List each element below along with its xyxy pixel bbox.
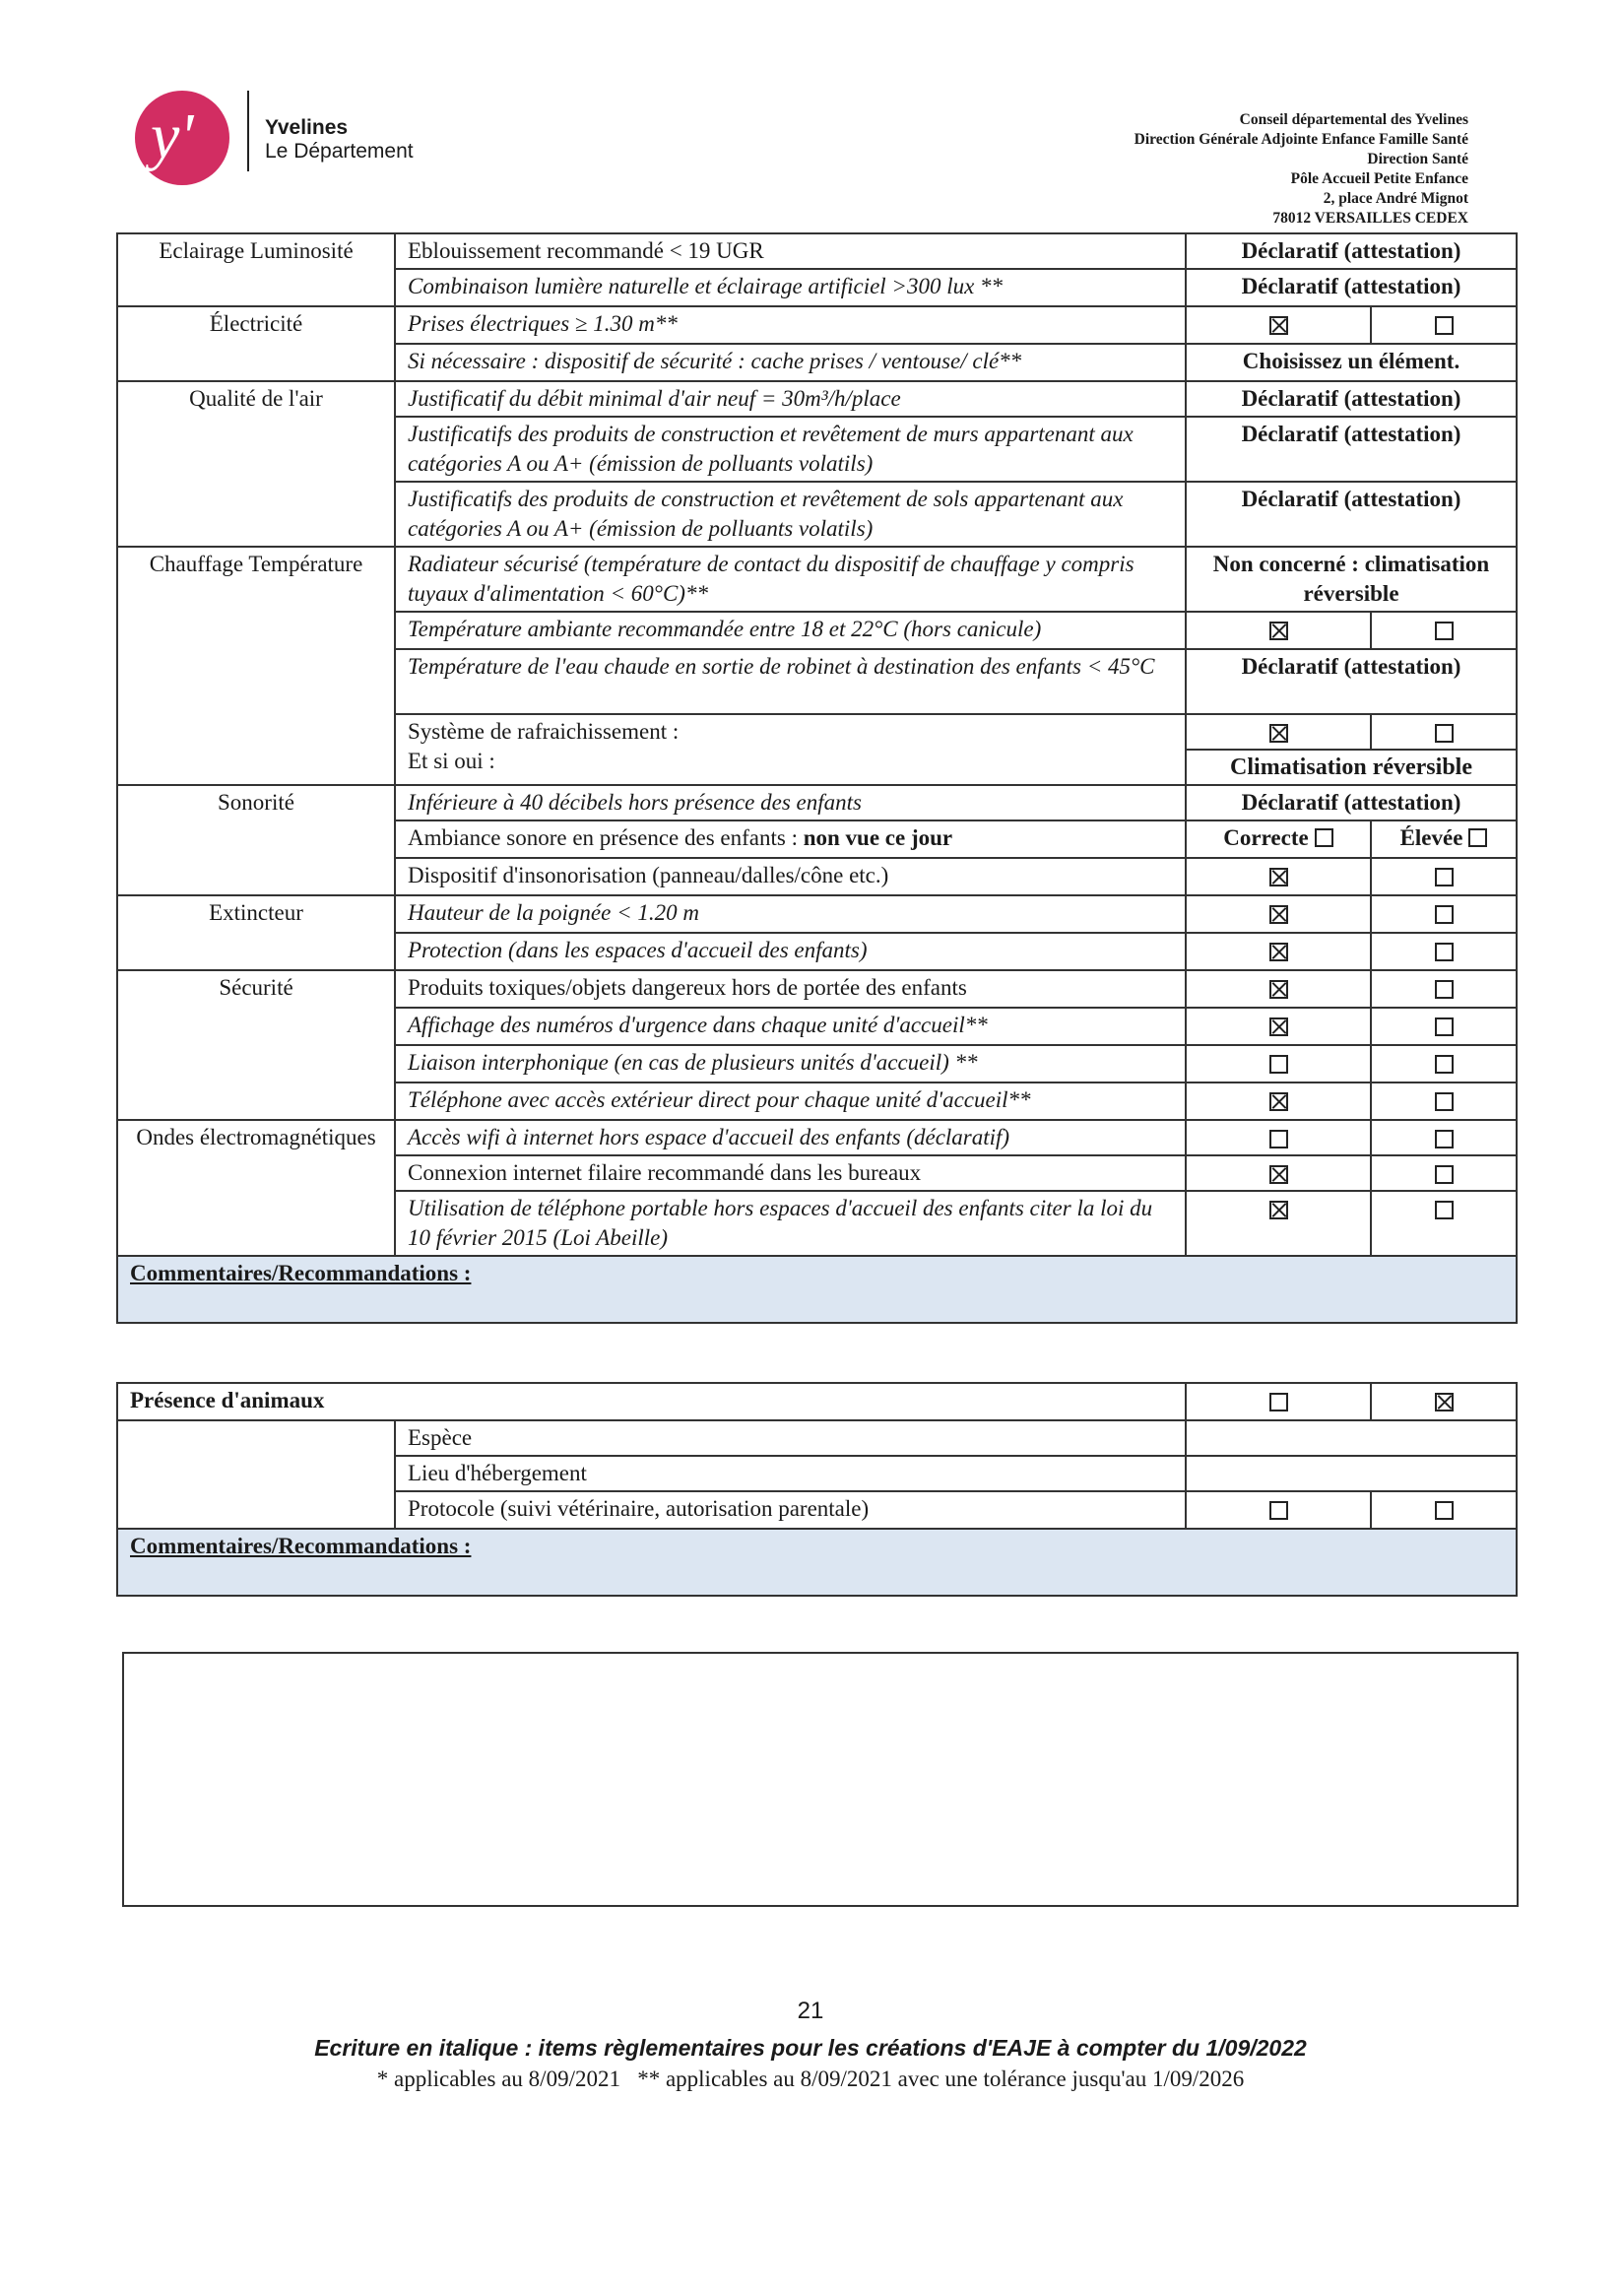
address-line: Direction Santé [1367,151,1468,167]
declaratif-value[interactable]: Déclaratif (attestation) [1186,785,1517,820]
empty-box-icon [1435,622,1454,640]
logo-name: Yvelines [265,116,349,139]
address-line: Pôle Accueil Petite Enfance [1290,170,1468,187]
checked-box-icon [1269,622,1288,640]
logo-subtitle: Le Département [265,140,414,163]
checkbox-non[interactable] [1371,1191,1517,1256]
svg-text:y': y' [151,100,194,172]
checked-box-icon [1269,1092,1288,1111]
declaratif-value[interactable]: Déclaratif (attestation) [1186,482,1517,547]
item-text: Inférieure à 40 décibels hors présence des enfants [395,785,1186,820]
checkbox-oui[interactable] [1186,1491,1371,1529]
empty-box-icon [1435,316,1454,335]
empty-box-icon [1435,980,1454,999]
checkbox-non[interactable] [1371,1491,1517,1529]
empty-box-icon [1315,828,1333,847]
checkbox-non[interactable] [1371,1045,1517,1082]
checked-box-icon [1269,724,1288,743]
checked-box-icon [1269,943,1288,961]
item-text: Température ambiante recommandée entre 18 et 22°C (hors canicule) [395,612,1186,649]
checkbox-non[interactable] [1371,858,1517,895]
yvelines-logo-icon [133,89,231,187]
checkbox-oui[interactable] [1186,1155,1371,1191]
item-text: Et si oui : [408,749,495,773]
item-text: Prises électriques ≥ 1.30 m** [395,306,1186,344]
checkbox-oui[interactable] [1186,714,1371,750]
checked-box-icon [1269,905,1288,924]
empty-box-icon [1435,943,1454,961]
category-chauffage: Chauffage Température [117,547,395,785]
item-text: Justificatifs des produits de construction et revêtement de sols appartenant aux catégories A ou A+ (émission de polluants volatils) [395,482,1186,547]
checkbox-oui[interactable] [1186,933,1371,970]
declaratif-value[interactable]: Déclaratif (attestation) [1186,381,1517,417]
item-text: Protection (dans les espaces d'accueil des enfants) [395,933,1186,970]
checkbox-oui[interactable] [1186,1045,1371,1082]
empty-box-icon [1435,1130,1454,1148]
category-securite: Sécurité [117,970,395,1120]
empty-box-icon [1468,828,1487,847]
item-text: Hauteur de la poignée < 1.20 m [395,895,1186,933]
empty-box-icon [1435,724,1454,743]
category-extincteur: Extincteur [117,895,395,970]
item-text: Combinaison lumière naturelle et éclairage artificiel >300 lux ** [395,269,1186,306]
item-text: Justificatif du débit minimal d'air neuf = 30m³/h/place [395,381,1186,417]
empty-box-icon [1435,1055,1454,1074]
checkbox-oui[interactable] [1186,1082,1371,1120]
checkbox-oui[interactable] [1186,970,1371,1008]
declaratif-value[interactable]: Non concerné : climatisation réversible [1186,547,1517,612]
checkbox-non[interactable] [1371,612,1517,649]
address-line: Conseil départemental des Yvelines [1239,111,1468,128]
category-electricite: Électricité [117,306,395,381]
category-air: Qualité de l'air [117,381,395,547]
checked-box-icon [1269,1201,1288,1219]
checkbox-oui[interactable] [1186,612,1371,649]
checkbox-non[interactable] [1371,306,1517,344]
address-line: 2, place André Mignot [1323,190,1468,207]
empty-box-icon [1269,1501,1288,1520]
empty-box-icon [1435,1017,1454,1036]
declaratif-value[interactable]: Déclaratif (attestation) [1186,233,1517,269]
checkbox-non[interactable] [1371,1008,1517,1045]
free-text-box[interactable] [122,1652,1519,1907]
housing-field[interactable] [1186,1456,1517,1491]
empty-box-icon [1435,868,1454,886]
item-text: Justificatifs des produits de construction et revêtement de murs appartenant aux catégories A ou A+ (émission de polluants volatils) [395,417,1186,482]
empty-box-icon [1435,1501,1454,1520]
category-eclairage: Eclairage Luminosité [117,233,395,306]
option-elevee[interactable] [1371,820,1517,858]
checkbox-oui[interactable] [1186,1383,1371,1420]
checked-box-icon [1269,1165,1288,1184]
address-block [1135,110,1468,229]
checkbox-non[interactable] [1371,714,1517,750]
checked-box-icon [1269,868,1288,886]
item-text-bold: non vue ce jour [803,825,953,850]
checkbox-non[interactable] [1371,1082,1517,1120]
checkbox-oui[interactable] [1186,858,1371,895]
category-sonorite: Sonorité [117,785,395,895]
item-text: Radiateur sécurisé (température de contact du dispositif de chauffage y compris tuyaux d'alimentation < 60°C)** [395,547,1186,612]
item-text: Protocole (suivi vétérinaire, autorisation parentale) [395,1491,1186,1529]
animals-table [116,1382,1518,1597]
checked-box-icon [1269,1017,1288,1036]
checkbox-non[interactable] [1371,895,1517,933]
item-text: Eblouissement recommandé < 19 UGR [395,233,1186,269]
item-text: Téléphone avec accès extérieur direct pour chaque unité d'accueil** [395,1082,1186,1120]
species-field[interactable] [1186,1420,1517,1456]
footnote-italic: Ecriture en italique : items règlementaires pour les créations d'EAJE à compter du 1/09/2022 [314,2035,1307,2061]
checkbox-oui[interactable] [1186,1120,1371,1155]
checkbox-non[interactable] [1371,1155,1517,1191]
inspection-table [116,232,1518,1324]
item-text: Accès wifi à internet hors espace d'accueil des enfants (déclaratif) [395,1120,1186,1155]
item-text: Affichage des numéros d'urgence dans chaque unité d'accueil** [395,1008,1186,1045]
comments-label: Commentaires/Recommandations : [130,1261,472,1285]
empty-box-icon [1435,905,1454,924]
item-text: Lieu d'hébergement [395,1456,1186,1491]
comments-field[interactable] [117,1256,1517,1323]
page-number: 21 [797,1998,824,2024]
declaratif-value[interactable]: Déclaratif (attestation) [1186,649,1517,714]
empty-box-icon [1269,1393,1288,1411]
item-text: Produits toxiques/objets dangereux hors de portée des enfants [395,970,1186,1008]
declaratif-value[interactable]: Déclaratif (attestation) [1186,417,1517,482]
checked-box-icon [1435,1393,1454,1411]
item-text: Dispositif d'insonorisation (panneau/dalles/cône etc.) [395,858,1186,895]
checkbox-non[interactable] [1371,970,1517,1008]
empty-box-icon [1435,1165,1454,1184]
item-text: Si nécessaire : dispositif de sécurité : cache prises / ventouse/ clé** [395,344,1186,381]
checkbox-non[interactable] [1371,1383,1517,1420]
address-line: Direction Générale Adjointe Enfance Famille Santé [1134,131,1468,148]
checkbox-non[interactable] [1371,1120,1517,1155]
checked-box-icon [1269,316,1288,335]
item-text-cooling [395,714,1186,785]
empty-box-icon [1435,1201,1454,1219]
animals-comments-field[interactable] [117,1529,1517,1596]
cooling-type-value[interactable]: Climatisation réversible [1186,750,1517,785]
category-ondes: Ondes électromagnétiques [117,1120,395,1256]
item-text: Espèce [395,1420,1186,1456]
item-text: Utilisation de téléphone portable hors espaces d'accueil des enfants citer la loi du 10 février 2015 (Loi Abeille) [395,1191,1186,1256]
option-label: Élevée [1399,825,1463,850]
option-correcte[interactable] [1186,820,1371,858]
item-text: Température de l'eau chaude en sortie de robinet à destination des enfants < 45°C [395,649,1186,714]
choice-dropdown[interactable]: Choisissez un élément. [1186,344,1517,381]
item-text-label: Ambiance sonore en présence des enfants : [408,825,804,850]
comments-label: Commentaires/Recommandations : [130,1534,472,1558]
animals-heading: Présence d'animaux [117,1383,1186,1420]
item-text: Connexion internet filaire recommandé dans les bureaux [395,1155,1186,1191]
item-text [395,820,1186,858]
item-text: Système de rafraichissement : [408,719,680,744]
address-line: 78012 VERSAILLES CEDEX [1272,210,1468,227]
checkbox-oui[interactable] [1186,1191,1371,1256]
checkbox-oui[interactable] [1186,1008,1371,1045]
footnote-applicable: * applicables au 8/09/2021 ** applicables au 8/09/2021 avec une tolérance jusqu'au 1/09/2026 [376,2066,1245,2091]
empty-box-icon [1269,1130,1288,1148]
checkbox-oui[interactable] [1186,306,1371,344]
logo-divider [247,91,249,171]
declaratif-value[interactable]: Déclaratif (attestation) [1186,269,1517,306]
checked-box-icon [1269,980,1288,999]
checkbox-oui[interactable] [1186,895,1371,933]
animals-spacer [117,1420,395,1529]
checkbox-non[interactable] [1371,933,1517,970]
item-text: Liaison interphonique (en cas de plusieurs unités d'accueil) ** [395,1045,1186,1082]
empty-box-icon [1435,1092,1454,1111]
empty-box-icon [1269,1055,1288,1074]
option-label: Correcte [1223,825,1309,850]
